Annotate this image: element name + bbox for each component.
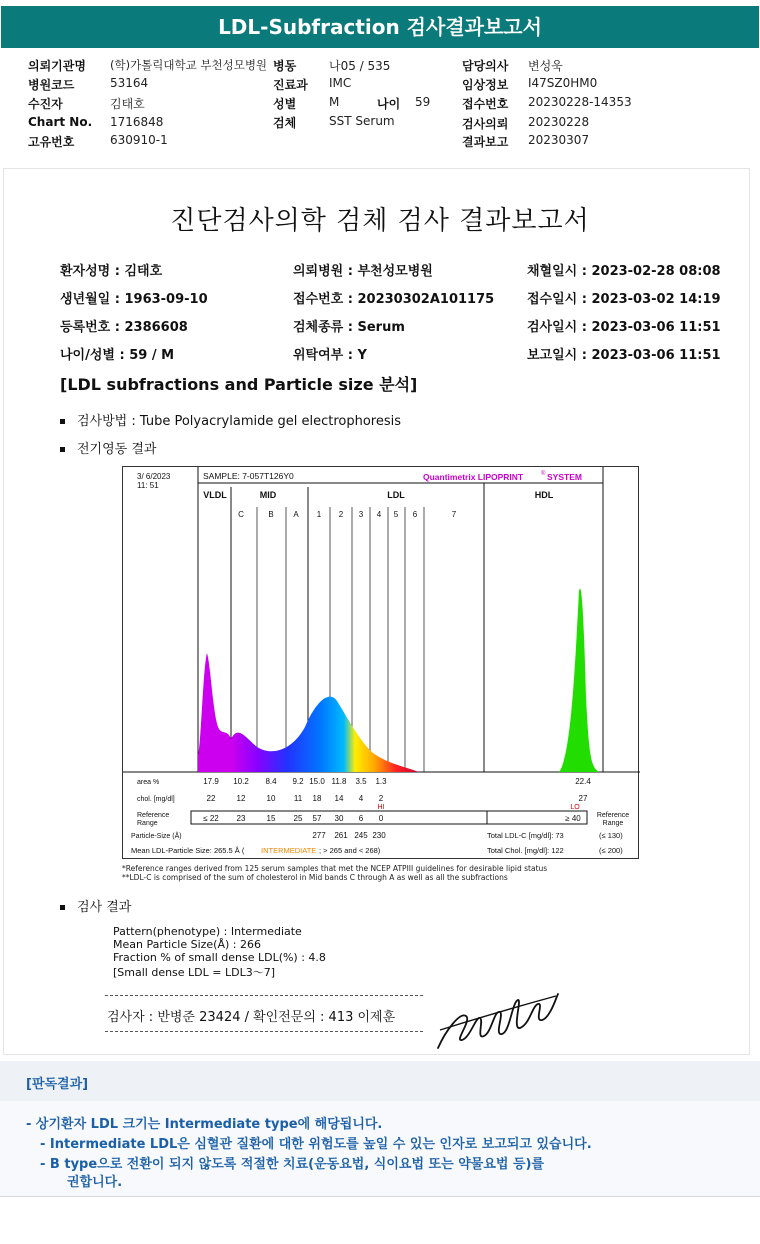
org-value: (학)가톨릭대학교 부천성모병원 [110,58,268,72]
ldl-peak [231,697,419,772]
age-label: 나이 [377,97,401,111]
total-chol-ref: (≤ 200) [599,846,623,855]
group-label-hdl: HDL [534,490,554,500]
dept-value: IMC [329,76,352,90]
method-bullet [60,410,401,429]
signers-line: 검사자 : 반병준 23424 / 확인전문의 : 413 이제훈 [107,1010,396,1025]
band-label-4: 4 [376,510,382,519]
clinical-label: 임상정보 [462,78,509,92]
uid-value: 630910-1 [110,133,168,147]
fact-draw-time: 채혈일시 : 2023-02-28 08:08 [527,264,721,279]
report-date-label: 결과보고 [462,135,509,149]
electro-bullet [60,438,156,457]
area-value: 1.3 [375,777,387,786]
band-label-c: C [238,510,244,519]
group-label-mid: MID [259,490,277,500]
particle-size-value: 277 [312,831,326,840]
fact-hospital: 의뢰병원 : 부천성모병원 [293,264,433,279]
fact-receipt-time: 접수일시 : 2023-03-02 14:19 [527,292,721,307]
area-value: 8.4 [265,777,277,786]
dept-label: 진료과 [273,78,308,92]
mean-range: ; > 265 and < 268) [319,846,381,855]
bullet-icon [60,419,65,424]
request-label: 검사의뢰 [462,117,509,131]
hdl-peak [559,589,599,772]
method-text: 검사방법 : Tube Polyacrylamide gel electrophoresis [77,414,402,429]
ref-value: 30 [334,814,344,823]
band-label-b: B [268,510,274,519]
band-label-3: 3 [358,510,364,519]
total-ldl: Total LDL-C [mg/dl]: 73 [487,831,564,840]
org-label: 의뢰기관명 [28,59,86,73]
patient-value: 김태호 [110,97,145,111]
ref-value: 0 [378,814,384,823]
ref-value: 23 [236,814,246,823]
ref-value: 6 [358,814,364,823]
fact-patient-name: 환자성명 : 김태호 [60,264,163,279]
result-sd-fraction: Fraction % of small dense LDL(%) : 4.8 [113,951,326,964]
band-label-2: 2 [338,510,344,519]
chart-system: Quantimetrix LIPOPRINT [423,472,524,482]
specimen-label: 검체 [273,116,297,130]
interpretation-bar [0,1061,760,1101]
area-value: 9.2 [292,777,304,786]
area-value: 10.2 [233,777,249,786]
ref-value: ≤ 22 [203,814,219,823]
mean-size-text: Mean LDL-Particle Size: 265.5 Å ( [131,846,245,855]
bullet-icon [60,905,65,910]
sex-value: M [329,95,340,109]
interpretation-title: [판독결과] [26,1077,89,1092]
row-label-psize: Particle-Size (Å) [131,833,182,840]
chart-system-suffix: SYSTEM [547,472,582,482]
chol-value: 27 [578,794,588,803]
signature-divider [105,1031,423,1032]
row-label-ref-right-2: Range [602,820,624,827]
section-title: [LDL subfractions and Particle size 분석] [60,375,418,394]
fact-age-sex: 나이/성별 : 59 / M [60,348,175,363]
result-pattern: Pattern(phenotype) : Intermediate [113,925,302,938]
request-value: 20230228 [528,115,590,129]
ward-label: 병동 [273,59,297,73]
chol-value: 10 [266,794,276,803]
band-label-a: A [293,510,299,519]
chart-no-label: Chart No. [28,115,93,129]
signature-divider [105,995,423,996]
chart-date: 3/ 6/2023 [137,472,171,481]
fact-specimen-type: 검체종류 : Serum [293,320,405,335]
chol-value: 2 [378,794,384,803]
report-date-value: 20230307 [528,133,590,147]
band-label-1: 1 [316,510,322,519]
specimen-value: SST Serum [329,114,395,128]
flag-hi: HI [377,804,385,811]
ref-value: ≥ 40 [565,814,581,823]
clinical-value: I47SZ0HM0 [528,76,598,90]
row-label-area: area % [137,779,160,786]
chol-value: 18 [312,794,322,803]
total-chol: Total Chol. [mg/dl]: 122 [487,846,564,855]
receipt-label: 접수번호 [462,97,509,111]
area-value: 15.0 [309,777,325,786]
doctor-value: 변성욱 [528,59,563,73]
interpretation-line-2: - Intermediate LDL은 심혈관 질환에 대한 위험도를 높일 수 있는 인자로 보고되고 있습니다. [40,1137,592,1152]
ref-value: 57 [312,814,322,823]
handwritten-signature [432,990,562,1054]
report-header-title: LDL-Subfraction 검사결과보고서 [1,6,759,48]
band-label-5: 5 [393,510,399,519]
interpretation-line-4: 권합니다. [67,1175,123,1190]
result-bullet [60,896,131,915]
row-label-chol: chol. [mg/dl] [137,796,175,803]
chol-value: 11 [293,794,303,803]
area-value: 22.4 [575,777,591,786]
group-label-vldl: VLDL [203,490,227,500]
chart-no-value: 1716848 [110,115,164,129]
sex-label: 성별 [273,97,297,111]
area-value: 3.5 [355,777,367,786]
fact-birthdate: 생년월일 : 1963-09-10 [60,292,208,307]
fact-receipt-no: 접수번호 : 20230302A101175 [293,292,495,307]
chol-value: 12 [236,794,246,803]
band-label-6: 6 [412,510,418,519]
uid-label: 고유번호 [28,135,75,149]
result-sd-definition: [Small dense LDL = LDL3～7] [113,966,276,979]
hospcode-value: 53164 [110,76,149,90]
age-value: 59 [415,95,431,109]
chart-note-2: **LDL-C is comprised of the sum of cholesterol in Mid bands C through A as well as all the subfractions [122,873,508,882]
chart-time: 11: 51 [137,481,159,490]
total-ldl-ref: (≤ 130) [599,831,623,840]
chart-system-reg: ® [541,471,546,477]
chart-sample: SAMPLE: 7-057T126Y0 [203,471,294,481]
report-document-title: 진단검사의학 검체 검사 결과보고서 [170,206,590,236]
row-label-ref-2: Range [137,820,158,827]
electrophoresis-svg [123,467,640,860]
electro-text: 전기영동 결과 [77,442,157,457]
ref-value: 25 [293,814,303,823]
hospcode-label: 병원코드 [28,78,75,92]
area-value: 17.9 [203,777,219,786]
patient-label: 수진자 [28,97,63,111]
doctor-label: 담당의사 [462,59,509,73]
interpretation-line-3: - B type으로 전환이 되지 않도록 적절한 치료(운동요법, 식이요법 또는 약물요법 등)를 [40,1157,545,1172]
chart-note-1: *Reference ranges derived from 125 serum samples that met the NCEP ATPIII guidelines for desirable lipid status [122,864,548,873]
vldl-peak [198,653,231,772]
receipt-value: 20230228-14353 [528,95,632,109]
electrophoresis-chart [122,466,639,859]
fact-reg-no: 등록번호 : 2386608 [60,320,188,335]
chol-value: 4 [358,794,364,803]
particle-size-value: 245 [354,831,368,840]
particle-size-value: 261 [334,831,348,840]
interpretation-line-1: - 상기환자 LDL 크기는 Intermediate type에 해당됩니다. [26,1117,383,1132]
ref-value: 15 [266,814,276,823]
mean-class: INTERMEDIATE [261,846,317,855]
area-value: 11.8 [331,777,347,786]
particle-size-value: 230 [372,831,386,840]
fact-test-time: 검사일시 : 2023-03-06 11:51 [527,320,721,335]
row-label-ref-1: Reference [137,812,170,819]
result-heading: 검사 결과 [77,900,132,915]
row-label-ref-right-1: Reference [596,812,630,819]
result-mean-size: Mean Particle Size(Å) : 266 [113,938,261,951]
chol-value: 22 [206,794,216,803]
fact-report-time: 보고일시 : 2023-03-06 11:51 [527,348,721,363]
ward-value: 나05 / 535 [329,59,391,73]
chol-value: 14 [334,794,344,803]
bullet-icon [60,447,65,452]
fact-outsourced: 위탁여부 : Y [293,348,367,363]
band-label-7: 7 [451,510,457,519]
group-label-ldl: LDL [387,490,405,500]
flag-lo: LO [570,804,580,811]
